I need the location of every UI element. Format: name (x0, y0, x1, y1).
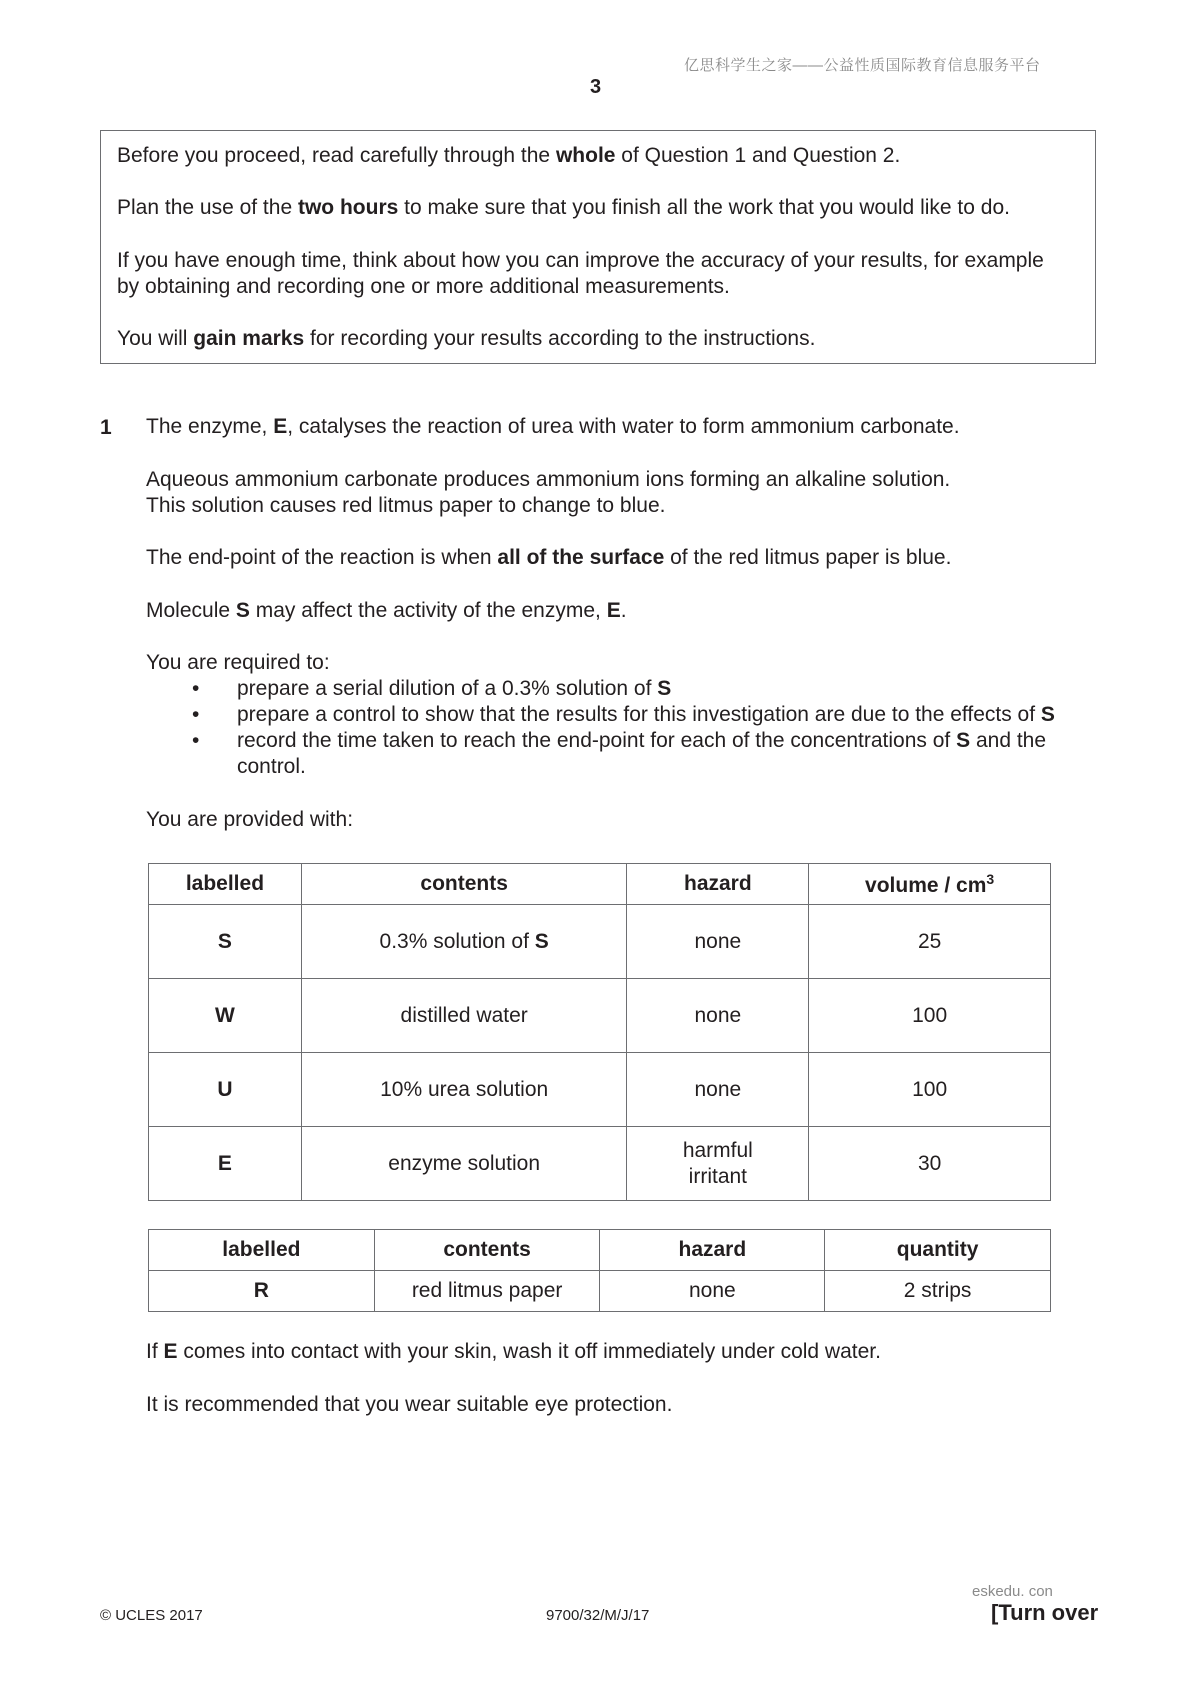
row-volume: 100 (809, 1053, 1051, 1127)
copyright: © UCLES 2017 (100, 1607, 203, 1624)
litmus-table (148, 1229, 1051, 1312)
table-row (149, 905, 1051, 979)
safety-note-skin: If E comes into contact with your skin, wash it off immediately under cold water. (146, 1340, 881, 1363)
safety-note-eyes: It is recommended that you wear suitable eye protection. (146, 1393, 673, 1416)
row-volume: 30 (809, 1127, 1051, 1201)
bullet-2-symbol: • (192, 703, 200, 726)
bullet-2-text: prepare a control to show that the results for this investigation are due to the effects of S (237, 703, 1055, 726)
row-hazard: none (627, 905, 809, 979)
materials-header-row (149, 864, 1051, 905)
paper-code: 9700/32/M/J/17 (546, 1607, 650, 1624)
row-label: S (149, 905, 302, 979)
header-contents: contents (374, 1230, 600, 1271)
instruction-4: You will gain marks for recording your results according to the instructions. (117, 327, 816, 350)
header-contents: contents (301, 864, 627, 905)
row-contents: enzyme solution (301, 1127, 627, 1201)
table-row (149, 1271, 1051, 1312)
table-row (149, 979, 1051, 1053)
header-hazard: hazard (600, 1230, 825, 1271)
question-intro: The enzyme, E, catalyses the reaction of urea with water to form ammonium carbonate. (146, 415, 960, 438)
row-label: R (149, 1271, 375, 1312)
instruction-3-line1: If you have enough time, think about how you can improve the accuracy of your results, for example (117, 249, 1044, 272)
row-hazard: harmful irritant (627, 1127, 809, 1201)
instruction-1: Before you proceed, read carefully through the whole of Question 1 and Question 2. (117, 144, 901, 167)
row-contents: 0.3% solution of S (301, 905, 627, 979)
instruction-2: Plan the use of the two hours to make sure that you finish all the work that you would like to do. (117, 196, 1010, 219)
row-hazard: none (627, 1053, 809, 1127)
page-number: 3 (589, 76, 602, 98)
question-para2-line2: This solution causes red litmus paper to change to blue. (146, 494, 666, 517)
row-contents: 10% urea solution (301, 1053, 627, 1127)
question-para2-line1: Aqueous ammonium carbonate produces ammonium ions forming an alkaline solution. (146, 468, 951, 491)
row-contents: distilled water (301, 979, 627, 1053)
materials-table (148, 863, 1051, 1201)
row-hazard: none (600, 1271, 825, 1312)
bullet-1-text: prepare a serial dilution of a 0.3% solution of S (237, 677, 672, 700)
header-labelled: labelled (149, 1230, 375, 1271)
question-number: 1 (100, 416, 112, 439)
provided-label: You are provided with: (146, 808, 354, 831)
row-contents: red litmus paper (374, 1271, 600, 1312)
litmus-header-row (149, 1230, 1051, 1271)
bullet-1-symbol: • (192, 677, 200, 700)
bullet-3-text-line1: record the time taken to reach the end-point for each of the concentrations of S and the (237, 729, 1047, 752)
header-hazard: hazard (627, 864, 809, 905)
question-molecule: Molecule S may affect the activity of the enzyme, E. (146, 599, 627, 622)
question-endpoint: The end-point of the reaction is when all of the surface of the red litmus paper is blue. (146, 546, 952, 569)
header-labelled: labelled (149, 864, 302, 905)
bullet-3-symbol: • (192, 729, 200, 752)
row-volume: 100 (809, 979, 1051, 1053)
required-label: You are required to: (146, 651, 330, 674)
header-watermark: 亿思科学生之家——公益性质国际教育信息服务平台 (684, 57, 1041, 74)
row-volume: 25 (809, 905, 1051, 979)
row-quantity: 2 strips (825, 1271, 1051, 1312)
turn-over: [Turn over (991, 1600, 1099, 1625)
header-quantity: quantity (825, 1230, 1051, 1271)
row-label: W (149, 979, 302, 1053)
bullet-3-text-line2: control. (237, 755, 306, 778)
footer-watermark: eskedu. con (972, 1583, 1053, 1600)
row-label: E (149, 1127, 302, 1201)
row-label: U (149, 1053, 302, 1127)
instruction-3-line2: by obtaining and recording one or more additional measurements. (117, 275, 730, 298)
table-row (149, 1053, 1051, 1127)
row-hazard: none (627, 979, 809, 1053)
table-row (149, 1127, 1051, 1201)
header-volume: volume / $cm^3$ (809, 864, 1051, 905)
